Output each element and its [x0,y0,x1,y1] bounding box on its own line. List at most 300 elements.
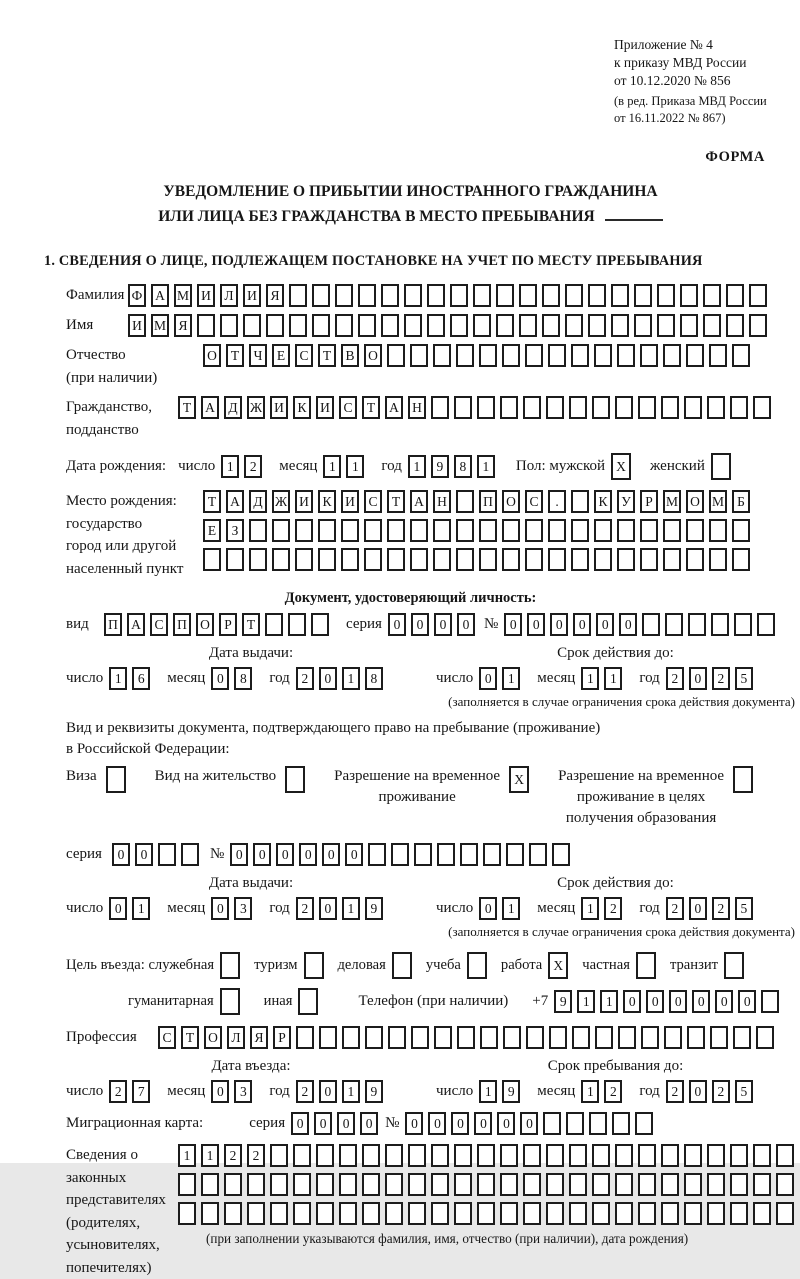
char-cell[interactable] [641,1026,659,1049]
char-cell[interactable]: 0 [230,843,248,866]
char-cell[interactable] [519,314,537,337]
char-cell[interactable] [615,1202,633,1225]
char-cell[interactable] [707,1144,725,1167]
char-cell[interactable]: Я [174,314,192,337]
char-cell[interactable] [572,1026,590,1049]
char-cell[interactable] [411,1026,429,1049]
char-cell[interactable] [594,548,612,571]
char-cell[interactable] [339,1173,357,1196]
char-cell[interactable]: 6 [132,667,150,690]
char-cell[interactable]: 2 [666,1080,684,1103]
char-cell[interactable] [404,284,422,307]
residence-issue-year-cells[interactable] [296,897,388,920]
char-cell[interactable] [427,314,445,337]
char-cell[interactable] [433,548,451,571]
purpose-private-checkbox[interactable] [636,952,661,979]
char-cell[interactable] [477,1173,495,1196]
char-cell[interactable]: И [243,284,261,307]
char-cell[interactable] [636,952,656,979]
char-cell[interactable]: 1 [342,667,360,690]
char-cell[interactable] [272,519,290,542]
char-cell[interactable] [569,396,587,419]
char-cell[interactable]: 0 [319,667,337,690]
char-cell[interactable] [757,613,775,636]
char-cell[interactable]: . [548,490,566,513]
doc-valid-year-cells[interactable] [666,667,758,690]
char-cell[interactable]: 1 [408,455,426,478]
char-cell[interactable]: 0 [689,667,707,690]
char-cell[interactable] [385,1173,403,1196]
char-cell[interactable]: 2 [712,667,730,690]
char-cell[interactable]: 8 [365,667,383,690]
char-cell[interactable] [709,519,727,542]
char-cell[interactable] [381,314,399,337]
char-cell[interactable] [226,548,244,571]
char-cell[interactable]: 0 [692,990,710,1013]
char-cell[interactable]: 0 [211,1080,229,1103]
char-cell[interactable]: 5 [735,897,753,920]
char-cell[interactable] [684,1173,702,1196]
char-cell[interactable] [753,1202,771,1225]
doc-issue-year-cells[interactable] [296,667,388,690]
residence-issue-month-cells[interactable] [211,897,257,920]
char-cell[interactable] [730,1202,748,1225]
char-cell[interactable] [266,314,284,337]
char-cell[interactable]: 2 [604,897,622,920]
char-cell[interactable] [638,1144,656,1167]
char-cell[interactable]: Р [273,1026,291,1049]
residence-permit-checkbox[interactable] [285,766,310,793]
char-cell[interactable]: 2 [712,897,730,920]
char-cell[interactable] [391,843,409,866]
char-cell[interactable] [617,344,635,367]
char-cell[interactable] [753,1144,771,1167]
char-cell[interactable]: С [364,490,382,513]
char-cell[interactable] [612,1112,630,1135]
char-cell[interactable] [450,314,468,337]
char-cell[interactable]: Я [250,1026,268,1049]
char-cell[interactable] [500,396,518,419]
char-cell[interactable]: 0 [689,897,707,920]
char-cell[interactable]: X [611,453,631,480]
given-name-cells[interactable] [128,314,772,337]
char-cell[interactable]: К [318,490,336,513]
char-cell[interactable]: 9 [502,1080,520,1103]
char-cell[interactable] [404,314,422,337]
char-cell[interactable] [707,1202,725,1225]
char-cell[interactable] [477,1202,495,1225]
char-cell[interactable] [733,766,753,793]
char-cell[interactable] [640,519,658,542]
char-cell[interactable] [339,1144,357,1167]
temp-residence-checkbox[interactable] [509,766,534,793]
char-cell[interactable]: 0 [299,843,317,866]
doc-type-cells[interactable] [104,613,334,636]
char-cell[interactable] [289,314,307,337]
surname-cells[interactable] [128,284,772,307]
char-cell[interactable] [387,548,405,571]
char-cell[interactable] [500,1202,518,1225]
char-cell[interactable] [661,1173,679,1196]
char-cell[interactable] [711,453,731,480]
char-cell[interactable] [687,1026,705,1049]
char-cell[interactable] [203,548,221,571]
male-checkbox[interactable] [611,453,636,480]
char-cell[interactable]: Л [220,284,238,307]
char-cell[interactable]: С [525,490,543,513]
char-cell[interactable] [178,1173,196,1196]
char-cell[interactable] [433,344,451,367]
char-cell[interactable] [724,952,744,979]
char-cell[interactable] [688,613,706,636]
migration-series-cells[interactable] [291,1112,383,1135]
char-cell[interactable]: 0 [504,613,522,636]
char-cell[interactable]: 0 [497,1112,515,1135]
char-cell[interactable] [342,1026,360,1049]
stay-year-cells[interactable] [666,1080,758,1103]
char-cell[interactable] [480,1026,498,1049]
char-cell[interactable]: 1 [342,897,360,920]
char-cell[interactable] [431,1144,449,1167]
char-cell[interactable]: 0 [573,613,591,636]
char-cell[interactable]: 0 [646,990,664,1013]
char-cell[interactable] [749,284,767,307]
char-cell[interactable]: О [502,490,520,513]
char-cell[interactable] [707,1173,725,1196]
char-cell[interactable] [680,314,698,337]
char-cell[interactable] [270,1202,288,1225]
char-cell[interactable]: 0 [457,613,475,636]
char-cell[interactable]: 2 [247,1144,265,1167]
char-cell[interactable]: 2 [224,1144,242,1167]
char-cell[interactable] [611,284,629,307]
char-cell[interactable] [479,519,497,542]
char-cell[interactable] [362,1173,380,1196]
birth-place-cells-row1[interactable] [203,490,755,513]
residence-valid-day-cells[interactable] [479,897,525,920]
char-cell[interactable] [665,613,683,636]
char-cell[interactable]: Д [224,396,242,419]
char-cell[interactable] [546,1173,564,1196]
char-cell[interactable] [663,344,681,367]
char-cell[interactable] [410,548,428,571]
char-cell[interactable]: 0 [337,1112,355,1135]
char-cell[interactable]: 5 [735,1080,753,1103]
char-cell[interactable]: К [293,396,311,419]
char-cell[interactable]: 7 [132,1080,150,1103]
char-cell[interactable]: Б [732,490,750,513]
legal-reps-cells-row3[interactable] [178,1202,799,1225]
char-cell[interactable] [565,314,583,337]
legal-reps-cells-row1[interactable] [178,1144,799,1167]
char-cell[interactable] [732,344,750,367]
char-cell[interactable] [431,396,449,419]
char-cell[interactable] [467,952,487,979]
char-cell[interactable] [414,843,432,866]
char-cell[interactable] [387,344,405,367]
char-cell[interactable]: 0 [715,990,733,1013]
char-cell[interactable]: 0 [619,613,637,636]
char-cell[interactable] [552,843,570,866]
char-cell[interactable] [364,548,382,571]
purpose-humanitarian-checkbox[interactable] [220,988,245,1015]
char-cell[interactable]: 1 [346,455,364,478]
char-cell[interactable] [312,314,330,337]
char-cell[interactable] [640,548,658,571]
char-cell[interactable]: 0 [596,613,614,636]
doc-valid-day-cells[interactable] [479,667,525,690]
char-cell[interactable]: 0 [112,843,130,866]
char-cell[interactable] [249,548,267,571]
char-cell[interactable]: 1 [502,667,520,690]
char-cell[interactable]: П [104,613,122,636]
char-cell[interactable]: 0 [388,613,406,636]
residence-series-cells[interactable] [112,843,204,866]
char-cell[interactable] [595,1026,613,1049]
char-cell[interactable] [571,519,589,542]
char-cell[interactable] [385,1202,403,1225]
char-cell[interactable]: У [617,490,635,513]
char-cell[interactable] [571,548,589,571]
char-cell[interactable]: Н [433,490,451,513]
char-cell[interactable]: Ч [249,344,267,367]
char-cell[interactable] [663,519,681,542]
char-cell[interactable]: 0 [211,897,229,920]
char-cell[interactable] [473,314,491,337]
char-cell[interactable] [634,284,652,307]
char-cell[interactable]: Т [242,613,260,636]
char-cell[interactable] [362,1144,380,1167]
char-cell[interactable]: С [150,613,168,636]
char-cell[interactable]: 3 [234,1080,252,1103]
char-cell[interactable] [318,519,336,542]
char-cell[interactable] [615,1144,633,1167]
char-cell[interactable]: 1 [581,897,599,920]
char-cell[interactable] [761,990,779,1013]
char-cell[interactable] [749,314,767,337]
char-cell[interactable]: М [709,490,727,513]
char-cell[interactable]: 0 [738,990,756,1013]
char-cell[interactable]: 0 [109,897,127,920]
char-cell[interactable] [726,284,744,307]
char-cell[interactable] [454,1173,472,1196]
char-cell[interactable] [197,314,215,337]
migration-number-cells[interactable] [405,1112,658,1135]
citizenship-cells[interactable] [178,396,776,419]
char-cell[interactable] [592,1202,610,1225]
char-cell[interactable]: 0 [319,897,337,920]
char-cell[interactable] [454,1144,472,1167]
char-cell[interactable] [638,396,656,419]
char-cell[interactable]: 9 [365,897,383,920]
char-cell[interactable] [457,1026,475,1049]
char-cell[interactable] [381,284,399,307]
char-cell[interactable] [479,344,497,367]
char-cell[interactable] [617,519,635,542]
char-cell[interactable] [523,1173,541,1196]
stay-day-cells[interactable] [479,1080,525,1103]
char-cell[interactable] [385,1144,403,1167]
char-cell[interactable] [732,519,750,542]
char-cell[interactable] [730,396,748,419]
char-cell[interactable] [293,1173,311,1196]
char-cell[interactable] [434,1026,452,1049]
char-cell[interactable] [618,1026,636,1049]
residence-number-cells[interactable] [230,843,575,866]
char-cell[interactable] [776,1202,794,1225]
char-cell[interactable] [220,314,238,337]
char-cell[interactable]: Т [318,344,336,367]
char-cell[interactable] [392,952,412,979]
char-cell[interactable]: 1 [502,897,520,920]
char-cell[interactable] [640,344,658,367]
char-cell[interactable] [588,314,606,337]
char-cell[interactable] [431,1173,449,1196]
char-cell[interactable] [589,1112,607,1135]
char-cell[interactable] [525,519,543,542]
char-cell[interactable] [270,1173,288,1196]
char-cell[interactable] [753,396,771,419]
char-cell[interactable] [454,396,472,419]
char-cell[interactable] [362,1202,380,1225]
char-cell[interactable]: 0 [411,613,429,636]
char-cell[interactable] [502,548,520,571]
profession-cells[interactable] [158,1026,779,1049]
char-cell[interactable]: С [158,1026,176,1049]
char-cell[interactable] [684,396,702,419]
char-cell[interactable] [549,1026,567,1049]
char-cell[interactable]: 0 [479,897,497,920]
residence-issue-day-cells[interactable] [109,897,155,920]
char-cell[interactable]: Д [249,490,267,513]
char-cell[interactable]: О [364,344,382,367]
char-cell[interactable] [224,1173,242,1196]
char-cell[interactable] [316,1144,334,1167]
purpose-transit-checkbox[interactable] [724,952,749,979]
char-cell[interactable] [365,1026,383,1049]
char-cell[interactable] [456,519,474,542]
char-cell[interactable]: 2 [244,455,262,478]
char-cell[interactable] [543,1112,561,1135]
char-cell[interactable] [571,490,589,513]
char-cell[interactable] [756,1026,774,1049]
char-cell[interactable]: 2 [296,897,314,920]
char-cell[interactable] [546,1202,564,1225]
char-cell[interactable]: Т [226,344,244,367]
char-cell[interactable] [592,1173,610,1196]
char-cell[interactable]: 8 [454,455,472,478]
char-cell[interactable]: 1 [178,1144,196,1167]
char-cell[interactable] [661,1144,679,1167]
char-cell[interactable] [358,284,376,307]
char-cell[interactable] [525,344,543,367]
char-cell[interactable]: 1 [604,667,622,690]
char-cell[interactable] [726,314,744,337]
char-cell[interactable] [368,843,386,866]
char-cell[interactable]: О [196,613,214,636]
char-cell[interactable] [433,519,451,542]
char-cell[interactable]: А [151,284,169,307]
char-cell[interactable]: 3 [234,897,252,920]
char-cell[interactable]: Т [203,490,221,513]
char-cell[interactable]: Е [272,344,290,367]
char-cell[interactable] [686,519,704,542]
char-cell[interactable] [753,1173,771,1196]
char-cell[interactable] [408,1173,426,1196]
char-cell[interactable]: Е [203,519,221,542]
char-cell[interactable] [638,1202,656,1225]
residence-valid-month-cells[interactable] [581,897,627,920]
char-cell[interactable]: И [197,284,215,307]
char-cell[interactable]: В [341,344,359,367]
purpose-study-checkbox[interactable] [467,952,492,979]
char-cell[interactable] [548,548,566,571]
char-cell[interactable] [710,1026,728,1049]
char-cell[interactable]: X [509,766,529,793]
char-cell[interactable] [410,344,428,367]
char-cell[interactable]: 0 [623,990,641,1013]
char-cell[interactable] [456,548,474,571]
char-cell[interactable]: 1 [109,667,127,690]
char-cell[interactable] [224,1202,242,1225]
char-cell[interactable]: Я [266,284,284,307]
char-cell[interactable] [477,1144,495,1167]
char-cell[interactable] [503,1026,521,1049]
entry-year-cells[interactable] [296,1080,388,1103]
char-cell[interactable] [249,519,267,542]
char-cell[interactable] [364,519,382,542]
char-cell[interactable] [341,519,359,542]
char-cell[interactable] [548,519,566,542]
char-cell[interactable] [201,1202,219,1225]
char-cell[interactable]: 0 [314,1112,332,1135]
char-cell[interactable] [427,284,445,307]
char-cell[interactable]: 2 [666,667,684,690]
char-cell[interactable]: Т [181,1026,199,1049]
entry-month-cells[interactable] [211,1080,257,1103]
purpose-official-checkbox[interactable] [220,952,245,979]
char-cell[interactable] [178,1202,196,1225]
char-cell[interactable] [450,284,468,307]
char-cell[interactable]: 1 [342,1080,360,1103]
char-cell[interactable]: 9 [365,1080,383,1103]
char-cell[interactable] [569,1144,587,1167]
char-cell[interactable]: И [270,396,288,419]
char-cell[interactable]: Т [362,396,380,419]
char-cell[interactable] [615,396,633,419]
char-cell[interactable]: 0 [322,843,340,866]
female-checkbox[interactable] [711,453,736,480]
char-cell[interactable] [634,314,652,337]
char-cell[interactable] [158,843,176,866]
char-cell[interactable] [247,1202,265,1225]
char-cell[interactable]: 2 [296,667,314,690]
char-cell[interactable] [684,1202,702,1225]
char-cell[interactable]: 0 [135,843,153,866]
char-cell[interactable]: 0 [434,613,452,636]
entry-day-cells[interactable] [109,1080,155,1103]
char-cell[interactable] [456,344,474,367]
char-cell[interactable] [502,344,520,367]
char-cell[interactable]: М [151,314,169,337]
char-cell[interactable] [341,548,359,571]
char-cell[interactable]: 0 [689,1080,707,1103]
char-cell[interactable]: С [339,396,357,419]
birth-place-cells-row3[interactable] [203,548,755,571]
char-cell[interactable] [657,284,675,307]
char-cell[interactable] [477,396,495,419]
patronymic-cells[interactable] [203,344,755,367]
